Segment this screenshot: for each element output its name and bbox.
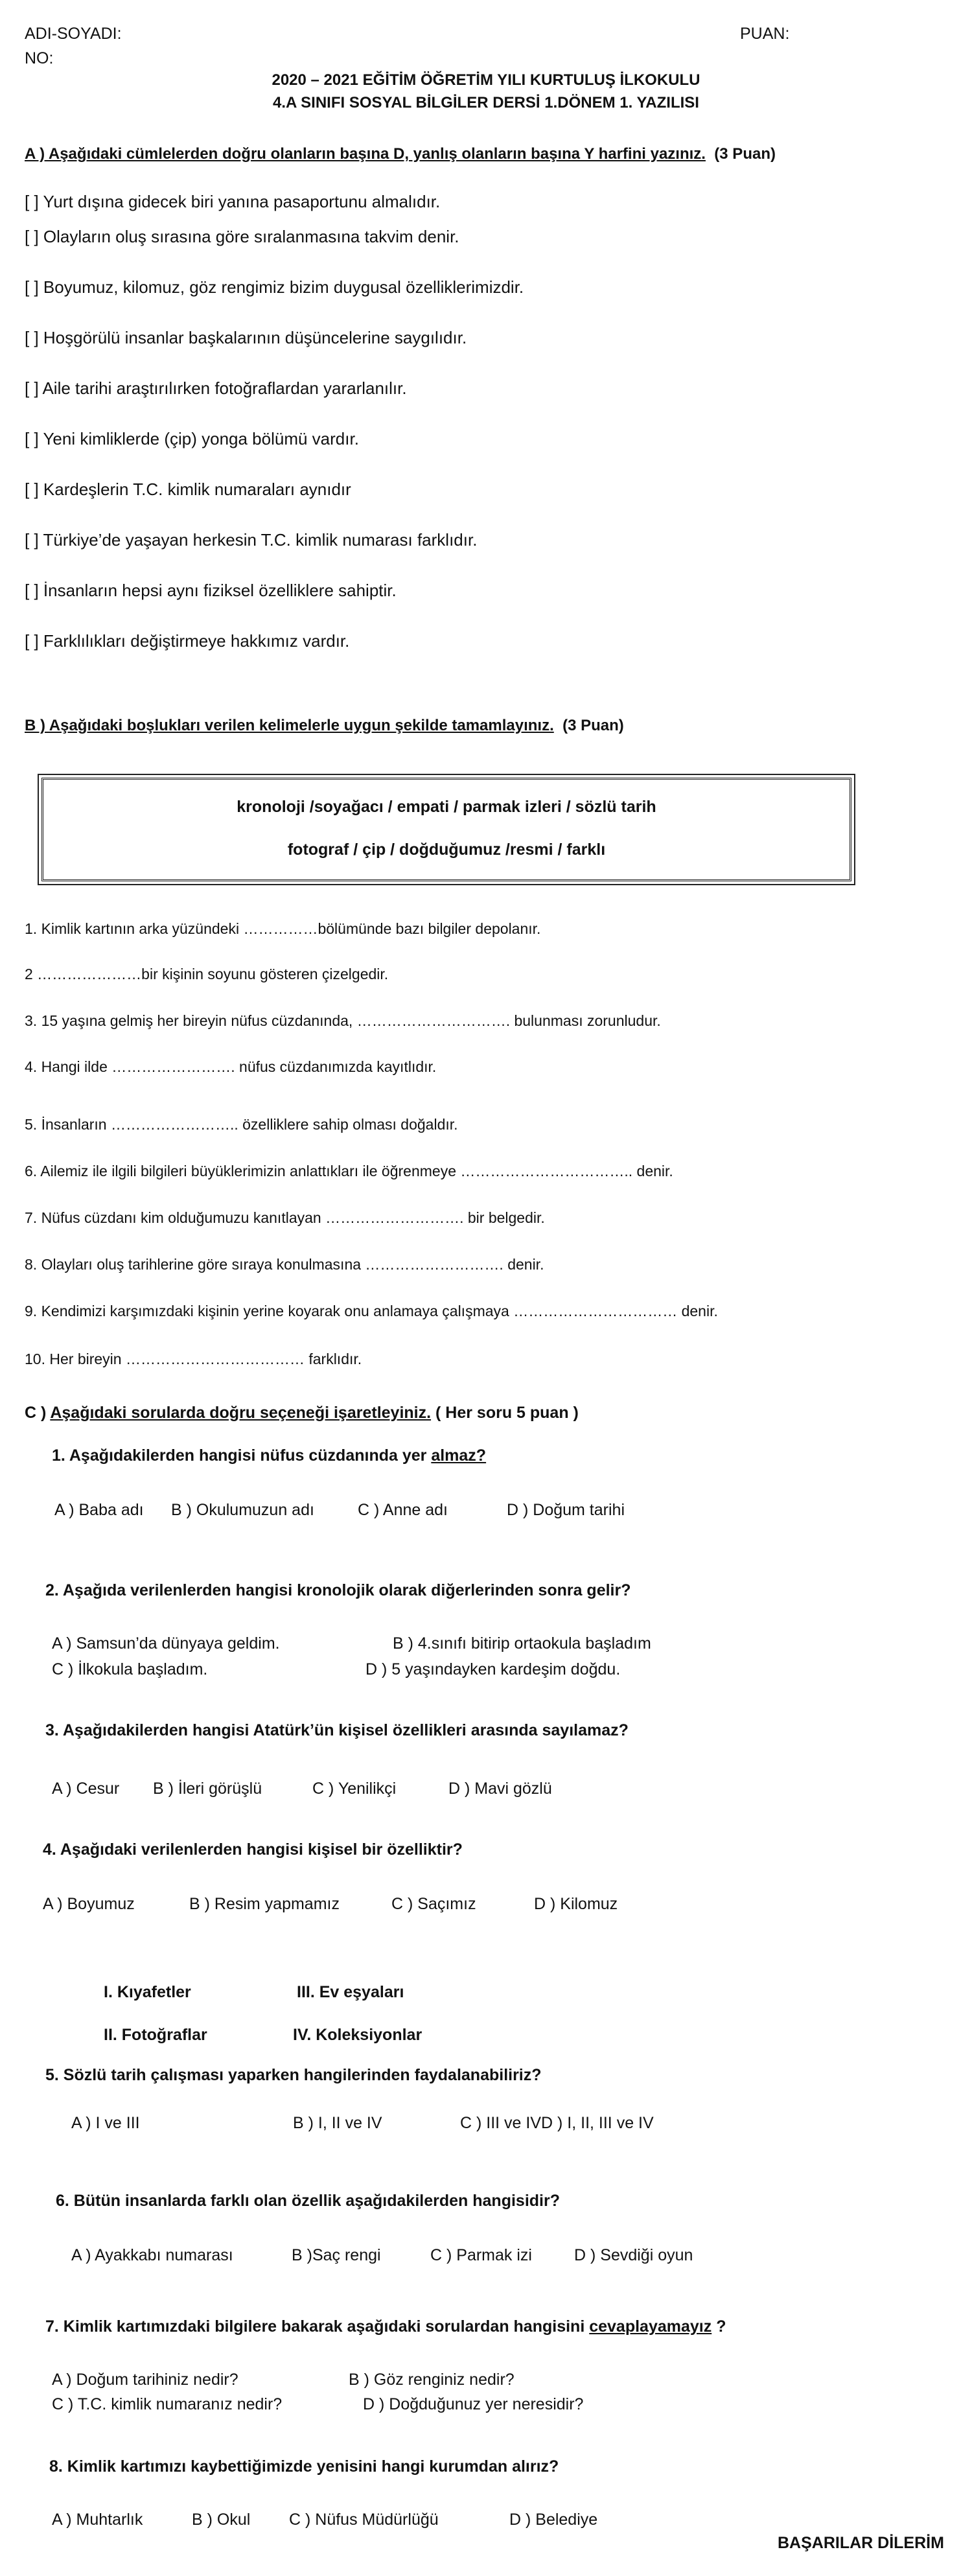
list-item: 9. Kendimizi karşımızdaki kişinin yerine koyarak onu anlamaya çalışmaya …………………………… denir.	[25, 1303, 718, 1319]
section-b-heading: B ) Aşağıdaki boşlukları verilen kelimelerle uygun şekilde tamamlayınız. (3 Puan)	[25, 717, 624, 734]
list-item: 8. Olayları oluş tarihlerine göre sıraya konulmasına ………………………. denir.	[25, 1256, 544, 1273]
answer-option: C ) T.C. kimlik numaranız nedir?	[52, 2395, 283, 2413]
list-item: 3. 15 yaşına gelmiş her bireyin nüfus cüzdanında, …………………………. bulunması zorunludur.	[25, 1012, 661, 1029]
word-bank-box	[41, 778, 851, 881]
answer-option: A ) Cesur	[52, 1780, 120, 1798]
points-label: PUAN:	[740, 25, 790, 43]
answer-option: B ) Resim yapmamız	[189, 1895, 340, 1913]
word-bank-line: fotograf / çip / doğduğumuz /resmi / farklı	[287, 841, 606, 859]
answer-option: D ) Sevdiği oyun	[574, 2246, 693, 2264]
answer-option: C ) III ve IVD ) I, II, III ve IV	[460, 2114, 654, 2132]
answer-option: C ) Parmak izi	[430, 2246, 532, 2264]
list-item: [ ] Yeni kimliklerde (çip) yonga bölümü vardır.	[25, 429, 359, 448]
page-title: 2020 – 2021 EĞİTİM ÖĞRETİM YILI KURTULUŞ İLKOKULU	[272, 71, 700, 89]
question-7: 7. Kimlik kartımızdaki bilgilere bakarak aşağıdaki sorulardan hangisini cevaplayamayız ?	[45, 2317, 726, 2336]
question-3: 3. Aşağıdakilerden hangisi Atatürk’ün kişisel özellikleri arasında sayılamaz?	[45, 1721, 629, 1739]
roman-option: II. Fotoğraflar	[104, 2026, 207, 2044]
number-label: NO:	[25, 49, 54, 67]
answer-option: D ) 5 yaşındayken kardeşim doğdu.	[365, 1660, 621, 1678]
answer-option: B ) İleri görüşlü	[153, 1780, 262, 1798]
list-item: [ ] Olayların oluş sırasına göre sıralanmasına takvim denir.	[25, 227, 459, 246]
list-item: [ ] İnsanların hepsi aynı fiziksel özelliklere sahiptir.	[25, 581, 397, 600]
list-item: 5. İnsanların …………………….. özelliklere sahip olması doğaldır.	[25, 1116, 458, 1133]
list-item: [ ] Boyumuz, kilomuz, göz rengimiz bizim duygusal özelliklerimizdir.	[25, 277, 524, 297]
roman-option: III. Ev eşyaları	[297, 1983, 404, 2001]
answer-option: A ) Samsun’da dünyaya geldim.	[52, 1634, 280, 1653]
answer-option: C ) Nüfus Müdürlüğü	[289, 2511, 439, 2529]
list-item: 6. Ailemiz ile ilgili bilgileri büyüklerimizin anlattıkları ile öğrenmeye …………………………….. denir.	[25, 1163, 673, 1179]
answer-option: A ) Boyumuz	[43, 1895, 135, 1913]
list-item: [ ] Aile tarihi araştırılırken fotoğraflardan yararlanılır.	[25, 378, 407, 398]
answer-option: A ) Ayakkabı numarası	[71, 2246, 233, 2264]
answer-option: B ) Göz renginiz nedir?	[349, 2371, 515, 2389]
list-item: [ ] Kardeşlerin T.C. kimlik numaraları aynıdır	[25, 480, 351, 499]
question-5: 5. Sözlü tarih çalışması yaparken hangilerinden faydalanabiliriz?	[45, 2066, 542, 2084]
answer-option: C ) Saçımız	[391, 1895, 476, 1913]
answer-option: B ) Okul	[192, 2511, 251, 2529]
answer-option: B )Saç rengi	[292, 2246, 381, 2264]
list-item: 7. Nüfus cüzdanı kim olduğumuzu kanıtlayan ………………………. bir belgedir.	[25, 1209, 545, 1226]
question-2: 2. Aşağıda verilenlerden hangisi kronolojik olarak diğerlerinden sonra gelir?	[45, 1581, 631, 1599]
name-label: ADI-SOYADI:	[25, 25, 122, 43]
answer-option: D ) Kilomuz	[534, 1895, 618, 1913]
answer-option: A ) I ve III	[71, 2114, 140, 2132]
list-item: [ ] Hoşgörülü insanlar başkalarının düşüncelerine saygılıdır.	[25, 328, 467, 347]
answer-option: B ) I, II ve IV	[293, 2114, 382, 2132]
list-item: 4. Hangi ilde ……………………. nüfus cüzdanımızda kayıtlıdır.	[25, 1058, 437, 1075]
answer-option: C ) Anne adı	[358, 1501, 448, 1519]
list-item: [ ] Farklılıkları değiştirmeye hakkımız vardır.	[25, 631, 350, 651]
answer-option: D ) Doğum tarihi	[507, 1501, 625, 1519]
answer-option: A ) Doğum tarihiniz nedir?	[52, 2371, 238, 2389]
section-c-heading: C ) Aşağıdaki sorularda doğru seçeneği işaretleyiniz. ( Her soru 5 puan )	[25, 1404, 579, 1422]
roman-option: IV. Koleksiyonlar	[293, 2026, 422, 2044]
answer-option: C ) Yenilikçi	[312, 1780, 397, 1798]
answer-option: D ) Belediye	[509, 2511, 598, 2529]
section-a-heading: A ) Aşağıdaki cümlelerden doğru olanların başına D, yanlış olanların başına Y harfini yazınız. (3 Puan)	[25, 145, 776, 163]
list-item: 1. Kimlik kartının arka yüzündeki ……………bölümünde bazı bilgiler depolanır.	[25, 920, 541, 937]
question-1: 1. Aşağıdakilerden hangisi nüfus cüzdanında yer almaz?	[52, 1446, 487, 1465]
list-item: [ ] Türkiye’de yaşayan herkesin T.C. kimlik numarası farklıdır.	[25, 530, 478, 550]
word-bank-line: kronoloji /soyağacı / empati / parmak izleri / sözlü tarih	[237, 798, 656, 816]
question-6: 6. Bütün insanlarda farklı olan özellik aşağıdakilerden hangisidir?	[56, 2192, 560, 2210]
answer-option: B ) Okulumuzun adı	[171, 1501, 314, 1519]
question-8: 8. Kimlik kartımızı kaybettiğimizde yenisini hangi kurumdan alırız?	[49, 2457, 559, 2476]
answer-option: A ) Baba adı	[54, 1501, 144, 1519]
list-item: 10. Her bireyin ……………………………… farklıdır.	[25, 1351, 362, 1367]
question-4: 4. Aşağıdaki verilenlerden hangisi kişisel bir özelliktir?	[43, 1840, 463, 1859]
answer-option: D ) Doğduğunuz yer neresidir?	[363, 2395, 584, 2413]
answer-option: A ) Muhtarlık	[52, 2511, 143, 2529]
answer-option: B ) 4.sınıfı bitirip ortaokula başladım	[393, 1634, 651, 1653]
roman-option: I. Kıyafetler	[104, 1983, 191, 2001]
answer-option: D ) Mavi gözlü	[448, 1780, 552, 1798]
list-item: [ ] Yurt dışına gidecek biri yanına pasaportunu almalıdır.	[25, 192, 441, 211]
answer-option: C ) İlkokula başladım.	[52, 1660, 208, 1678]
closing-message: BAŞARILAR DİLERİM	[778, 2534, 944, 2552]
page-subtitle: 4.A SINIFI SOSYAL BİLGİLER DERSİ 1.DÖNEM 1. YAZILISI	[273, 94, 699, 111]
list-item: 2 …………………bir kişinin soyunu gösteren çizelgedir.	[25, 966, 389, 982]
